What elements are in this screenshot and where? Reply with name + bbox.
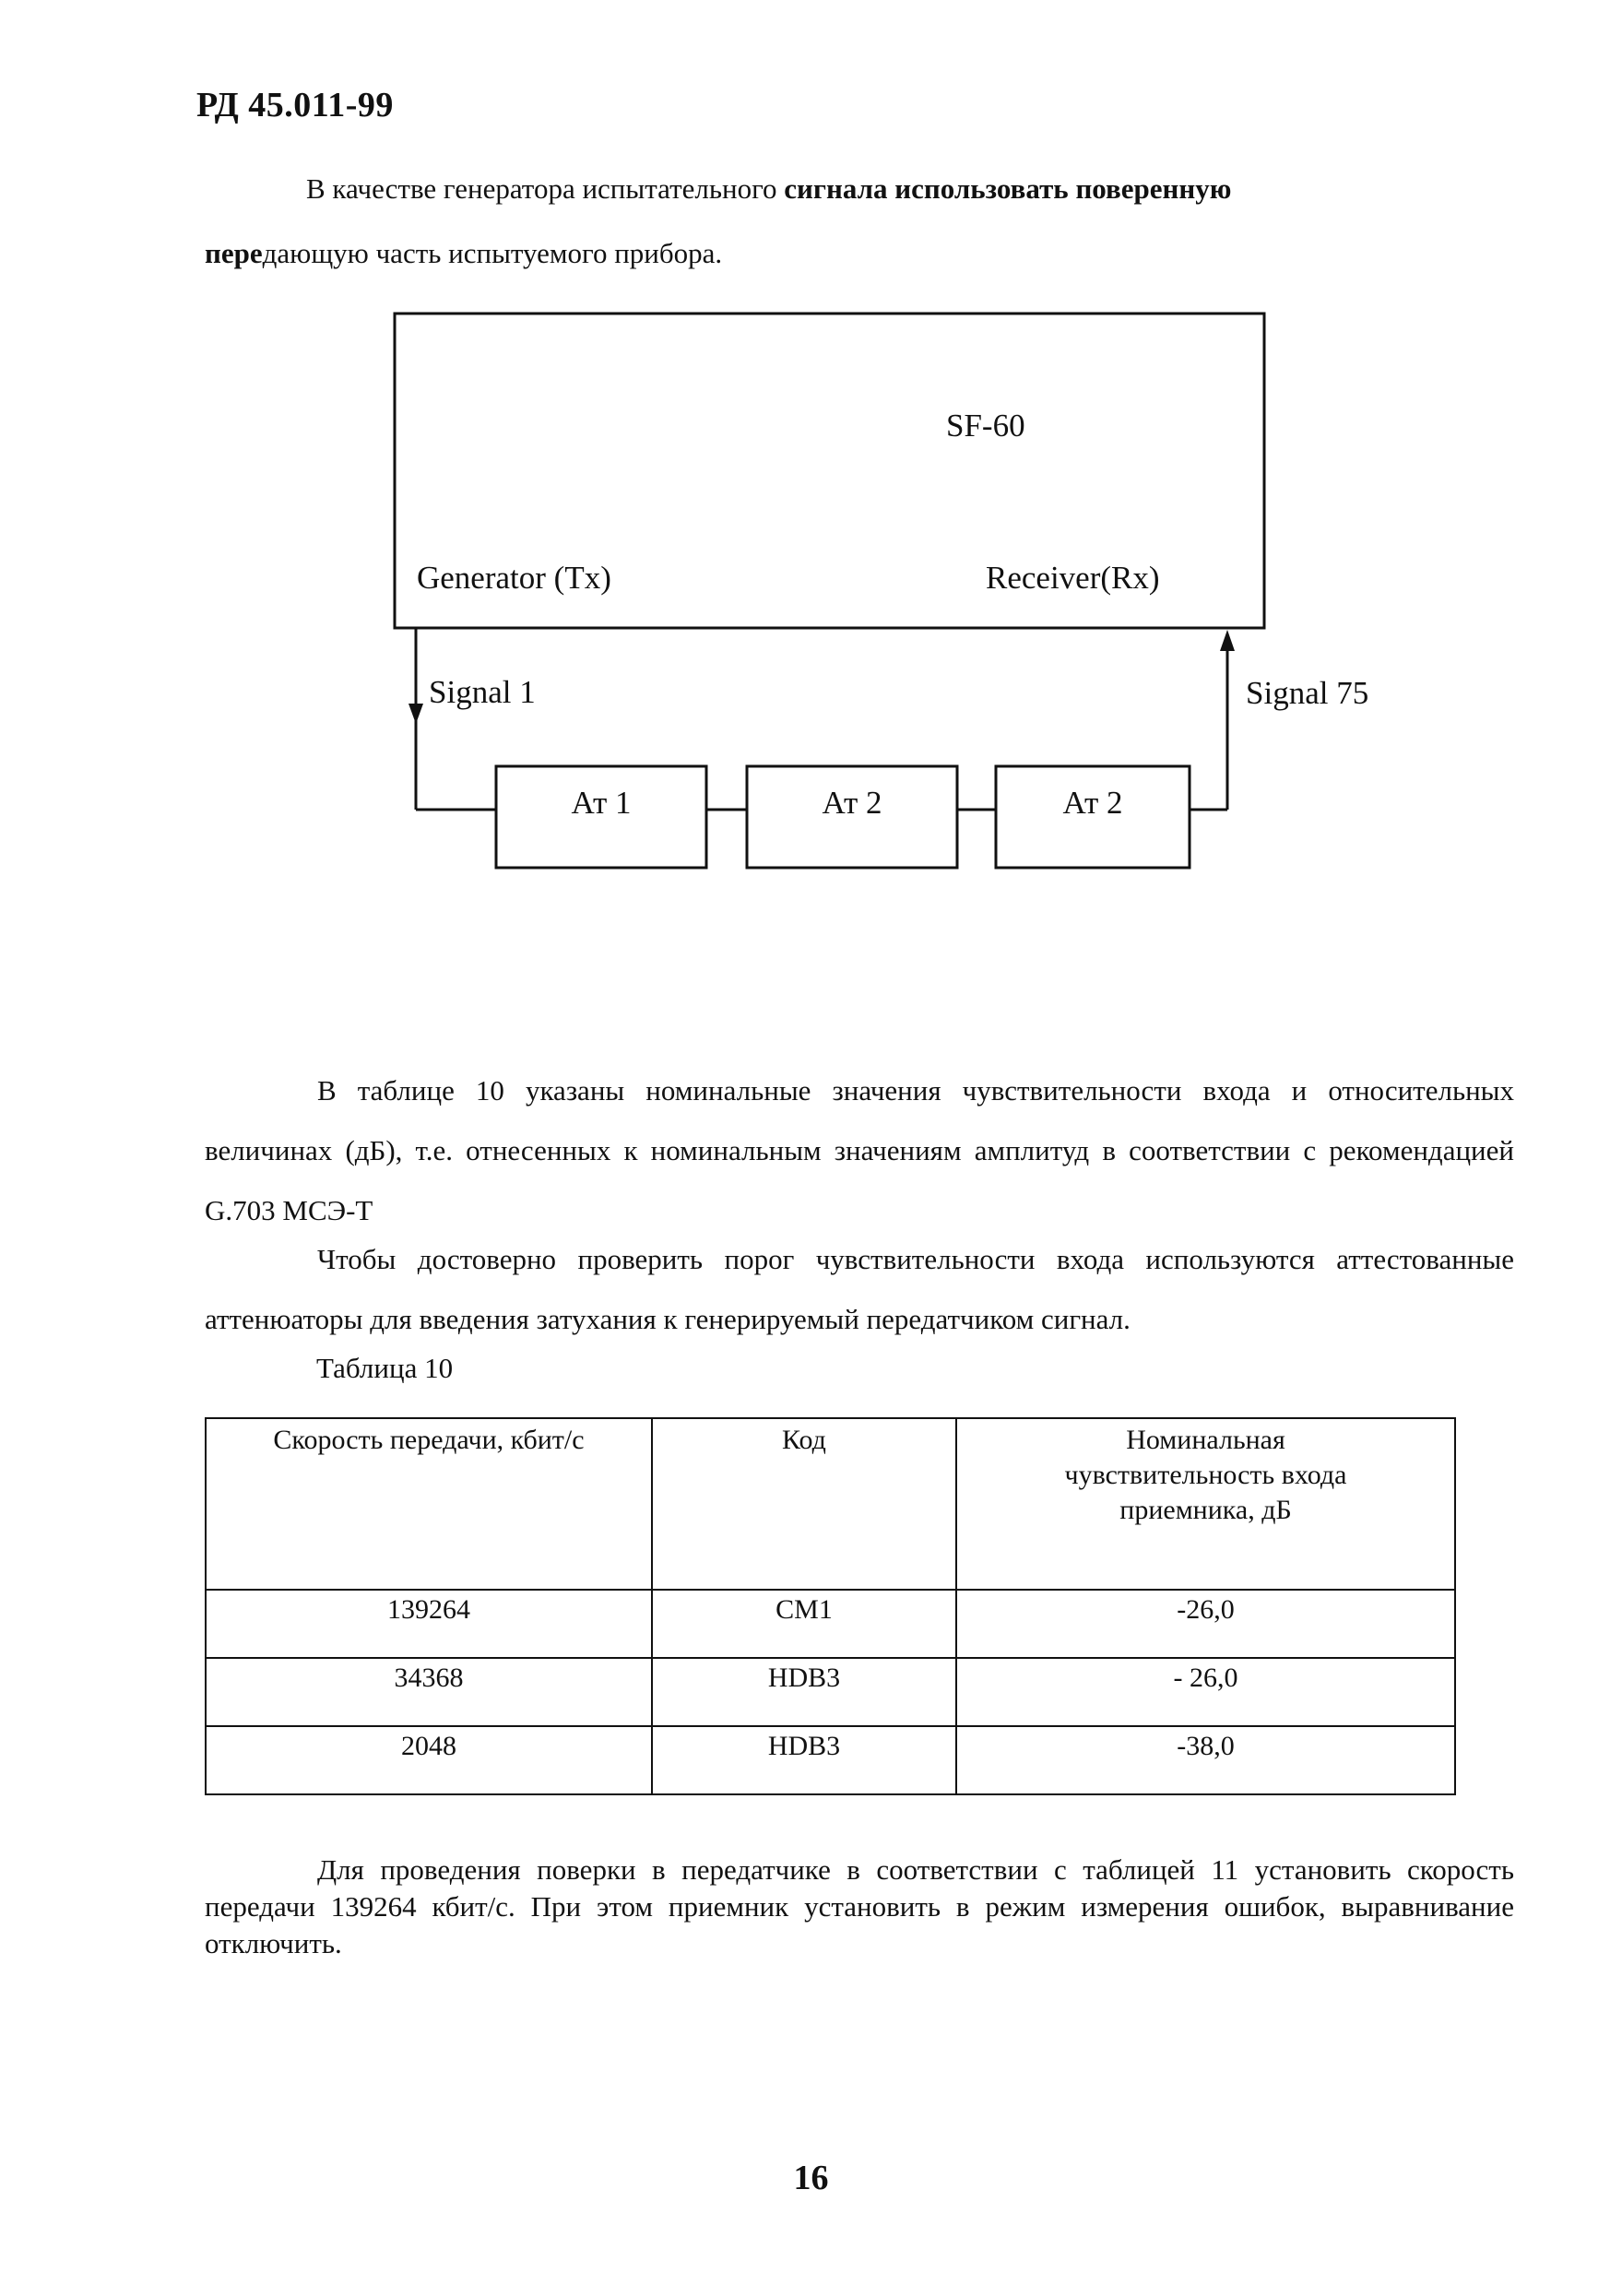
signal-out-arrow — [408, 704, 423, 724]
body-paragraph-1: В таблице 10 указаны номинальные значения чувствительности входа и относительных величинах (дБ), т.е. отнесенных к номинальным значениям амплитуд в соответствии с рекомендацией G.703 МСЭ-Т — [205, 1074, 1514, 1226]
cell-code: HDB3 — [652, 1726, 956, 1794]
cell-speed: 139264 — [206, 1590, 652, 1658]
signal-out-label: Signal 1 — [429, 674, 536, 710]
signal-in-label: Signal 75 — [1246, 675, 1369, 711]
footer-paragraph: Для проведения поверки в передатчике в соответствии с таблицей 11 установить скорость передачи 139264 кбит/с. При этом приемник установить в режим измерения ошибок, выравнивание отключить. — [205, 1853, 1514, 1959]
sensitivity-table — [205, 1417, 1456, 1795]
cell-code: HDB3 — [652, 1658, 956, 1726]
generator-label: Generator (Tx) — [417, 560, 611, 596]
document-code: РД 45.011-99 — [196, 86, 394, 124]
signal-in-arrow — [1220, 630, 1235, 651]
cell-speed: 2048 — [206, 1726, 652, 1794]
device-box — [395, 314, 1264, 628]
intro-text-start: В качестве генератора испытательного — [306, 172, 785, 205]
page-number: 16 — [793, 2159, 829, 2197]
cell-sensitivity: -38,0 — [956, 1726, 1455, 1794]
body-paragraph-2: Чтобы достоверно проверить порог чувствительности входа используются аттестованные аттенюаторы для введения затухания к генерируемый передатчиком сигнал. — [205, 1243, 1514, 1335]
attenuator-3 — [996, 766, 1190, 868]
table-caption: Таблица 10 — [316, 1352, 454, 1384]
attenuator-1 — [496, 766, 706, 868]
cell-speed: 34368 — [206, 1658, 652, 1726]
connection-diagram — [0, 0, 1622, 922]
device-name: SF-60 — [946, 408, 1025, 444]
cell-sensitivity: - 26,0 — [956, 1658, 1455, 1726]
table-row — [206, 1658, 1455, 1726]
receiver-label: Receiver(Rx) — [986, 560, 1160, 596]
attenuator-3-label: Ат 2 — [1062, 785, 1123, 821]
intro-text-bold-2: пере — [205, 237, 263, 269]
header-code: Код — [652, 1418, 956, 1590]
attenuator-2 — [747, 766, 957, 868]
table-row — [206, 1590, 1455, 1658]
table-row — [206, 1726, 1455, 1794]
header-sensitivity: Номинальная чувствительность входа приемника, дБ — [956, 1418, 1455, 1590]
cell-code: CM1 — [652, 1590, 956, 1658]
attenuator-2-label: Ат 2 — [822, 785, 882, 821]
intro-text-bold: сигнала использовать поверенную — [784, 172, 1232, 205]
header-speed: Скорость передачи, кбит/с — [206, 1418, 652, 1590]
intro-paragraph — [205, 157, 1514, 286]
table-header-row — [206, 1418, 1455, 1590]
cell-sensitivity: -26,0 — [956, 1590, 1455, 1658]
intro-text-end: дающую часть испытуемого прибора. — [262, 237, 723, 269]
attenuator-1-label: Ат 1 — [571, 785, 632, 821]
